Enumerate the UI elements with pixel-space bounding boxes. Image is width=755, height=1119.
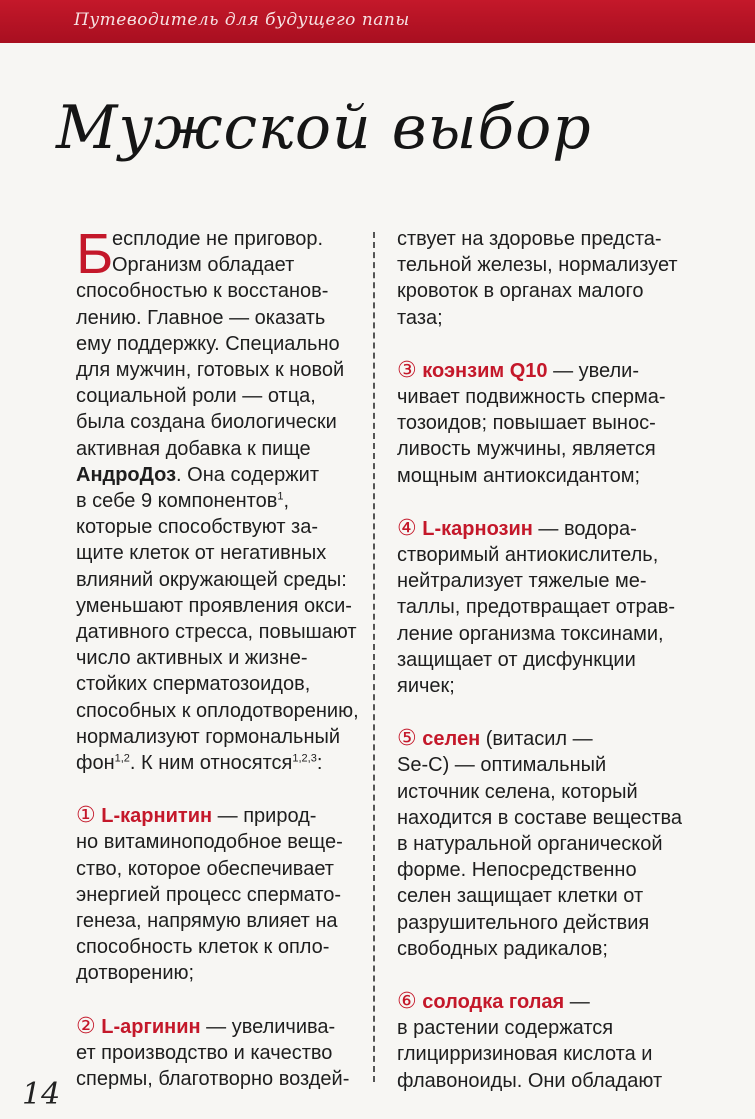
- column-divider: [373, 232, 375, 1082]
- left-column: [76, 222, 366, 1092]
- text-line: АндроДоз. Она содержит: [76, 463, 319, 486]
- item-number: ③: [397, 356, 417, 382]
- text-line: ет производство и качество: [76, 1041, 333, 1064]
- text-line: которые способствуют за-: [76, 516, 319, 539]
- running-header: Путеводитель для будущего папы: [74, 10, 410, 30]
- text-line: глицирризиновая кислота и: [397, 1043, 653, 1066]
- text-line: источник селена, который: [397, 780, 638, 803]
- page-title: Мужской выбор: [56, 93, 592, 163]
- text-line: щите клеток от негативных: [76, 542, 327, 565]
- component-name: L-аргинин: [101, 1015, 201, 1038]
- text-line: Se-C) — оптимальный: [397, 754, 607, 777]
- text-line: кровоток в органах малого: [397, 280, 644, 303]
- component-name: L-карнитин: [101, 805, 213, 828]
- component-name: L-карнозин: [422, 517, 533, 540]
- text-line: ⑤ селен (витасил —: [397, 725, 593, 751]
- right-column: [397, 226, 687, 1094]
- text-line: таллы, предотвращает отрав-: [397, 596, 676, 619]
- text-line: тельной железы, нормализует: [397, 254, 678, 277]
- item-number: ⑥: [397, 988, 417, 1014]
- text-line: в себе 9 компонентов$^1$,: [76, 490, 290, 513]
- item-number: ①: [76, 802, 96, 828]
- text-line: генеза, напрямую влияет на: [76, 910, 338, 933]
- text-line: влияний окружающей среды:: [76, 568, 347, 591]
- text-line: в растении содержатся: [397, 1017, 614, 1040]
- text-line: Организм обладает: [112, 254, 295, 277]
- item-l-carnosine: [397, 515, 687, 699]
- text-line: ③ коэнзим Q10 — увели-: [397, 356, 639, 382]
- component-name: солодка голая: [422, 991, 565, 1014]
- text-line: есплодие не приговор.: [112, 228, 324, 250]
- text-line: створимый антиокислитель,: [397, 544, 659, 567]
- item-number: ⑤: [397, 725, 417, 751]
- footnote-ref: 1,2: [114, 752, 130, 765]
- text-line: ство, которое обеспечивает: [76, 857, 334, 880]
- header-bar: [0, 0, 755, 43]
- text-line: для мужчин, готовых к новой: [76, 359, 345, 382]
- text-line: в натуральной органической: [397, 833, 663, 856]
- text-line: но витаминоподобное веще-: [76, 831, 343, 854]
- text-line: находится в составе вещества: [397, 806, 683, 829]
- text-line: форме. Непосредственно: [397, 859, 637, 882]
- text-line: ② L-аргинин — увеличива-: [76, 1012, 336, 1038]
- text-line: нормализуют гормональный: [76, 725, 341, 748]
- text-line: стойких сперматозоидов,: [76, 673, 311, 696]
- text-line: дотворению;: [76, 962, 195, 985]
- drop-cap: Б: [76, 222, 114, 286]
- item-l-arginine: [76, 1013, 366, 1093]
- brand-name: АндроДоз: [76, 463, 177, 486]
- text-line: спермы, благотворно воздей-: [76, 1068, 350, 1091]
- component-name: селен: [422, 728, 481, 751]
- item-number: ②: [76, 1012, 96, 1038]
- text-line: ему поддержку. Специально: [76, 332, 340, 355]
- footnote-ref: 1: [277, 490, 284, 503]
- text-line: способных к оплодотворению,: [76, 699, 359, 722]
- text-line: дативного стресса, повышают: [76, 621, 357, 644]
- text-line: разрушительного действия: [397, 911, 650, 934]
- text-line: была создана биологически: [76, 411, 337, 434]
- text-line: флавоноиды. Они обладают: [397, 1069, 663, 1092]
- text-line: ствует на здоровье предста-: [397, 228, 662, 250]
- text-line: чивает подвижность сперма-: [397, 386, 666, 409]
- text-line: способность клеток к опло-: [76, 936, 330, 959]
- text-line: таза;: [397, 306, 443, 329]
- text-line: число активных и жизне-: [76, 647, 308, 670]
- item-number: ④: [397, 514, 417, 540]
- text-line: активная добавка к пище: [76, 437, 311, 460]
- text-line: яичек;: [397, 675, 455, 698]
- text-line: мощным антиоксидантом;: [397, 464, 641, 487]
- text-line: энергией процесс спермато-: [76, 883, 342, 906]
- item-coenzyme-q10: [397, 357, 687, 489]
- text-line: ливость мужчины, является: [397, 438, 656, 461]
- item-l-carnitine: [76, 802, 366, 986]
- item-licorice: [397, 988, 687, 1094]
- text-line: уменьшают проявления окси-: [76, 594, 352, 617]
- text-line: нейтрализует тяжелые ме-: [397, 570, 647, 593]
- page-number: 14: [22, 1077, 61, 1112]
- text-line: фон$^{1,2}$. К ним относятся$^{1,2,3}$:: [76, 752, 323, 775]
- text-line: защищает от дисфункции: [397, 648, 636, 671]
- text-line: свободных радикалов;: [397, 937, 608, 960]
- text-line: селен защищает клетки от: [397, 885, 644, 908]
- text-line: ④ L-карнозин — водора-: [397, 514, 637, 540]
- text-line: ① L-карнитин — природ-: [76, 802, 317, 828]
- text-line: тозоидов; повышает вынос-: [397, 412, 656, 435]
- intro-paragraph: [76, 222, 366, 776]
- text-line: ⑥ солодка голая —: [397, 988, 590, 1014]
- text-line: ление организма токсинами,: [397, 622, 664, 645]
- footnote-ref: 1,2,3: [292, 752, 317, 765]
- text-line: лению. Главное — оказать: [76, 306, 326, 329]
- component-name: коэнзим Q10: [422, 359, 548, 382]
- item-selenium: [397, 725, 687, 962]
- text-line: социальной роли — отца,: [76, 385, 316, 408]
- text-line: способностью к восстанов-: [76, 280, 329, 303]
- item-l-arginine-continued: [397, 226, 687, 331]
